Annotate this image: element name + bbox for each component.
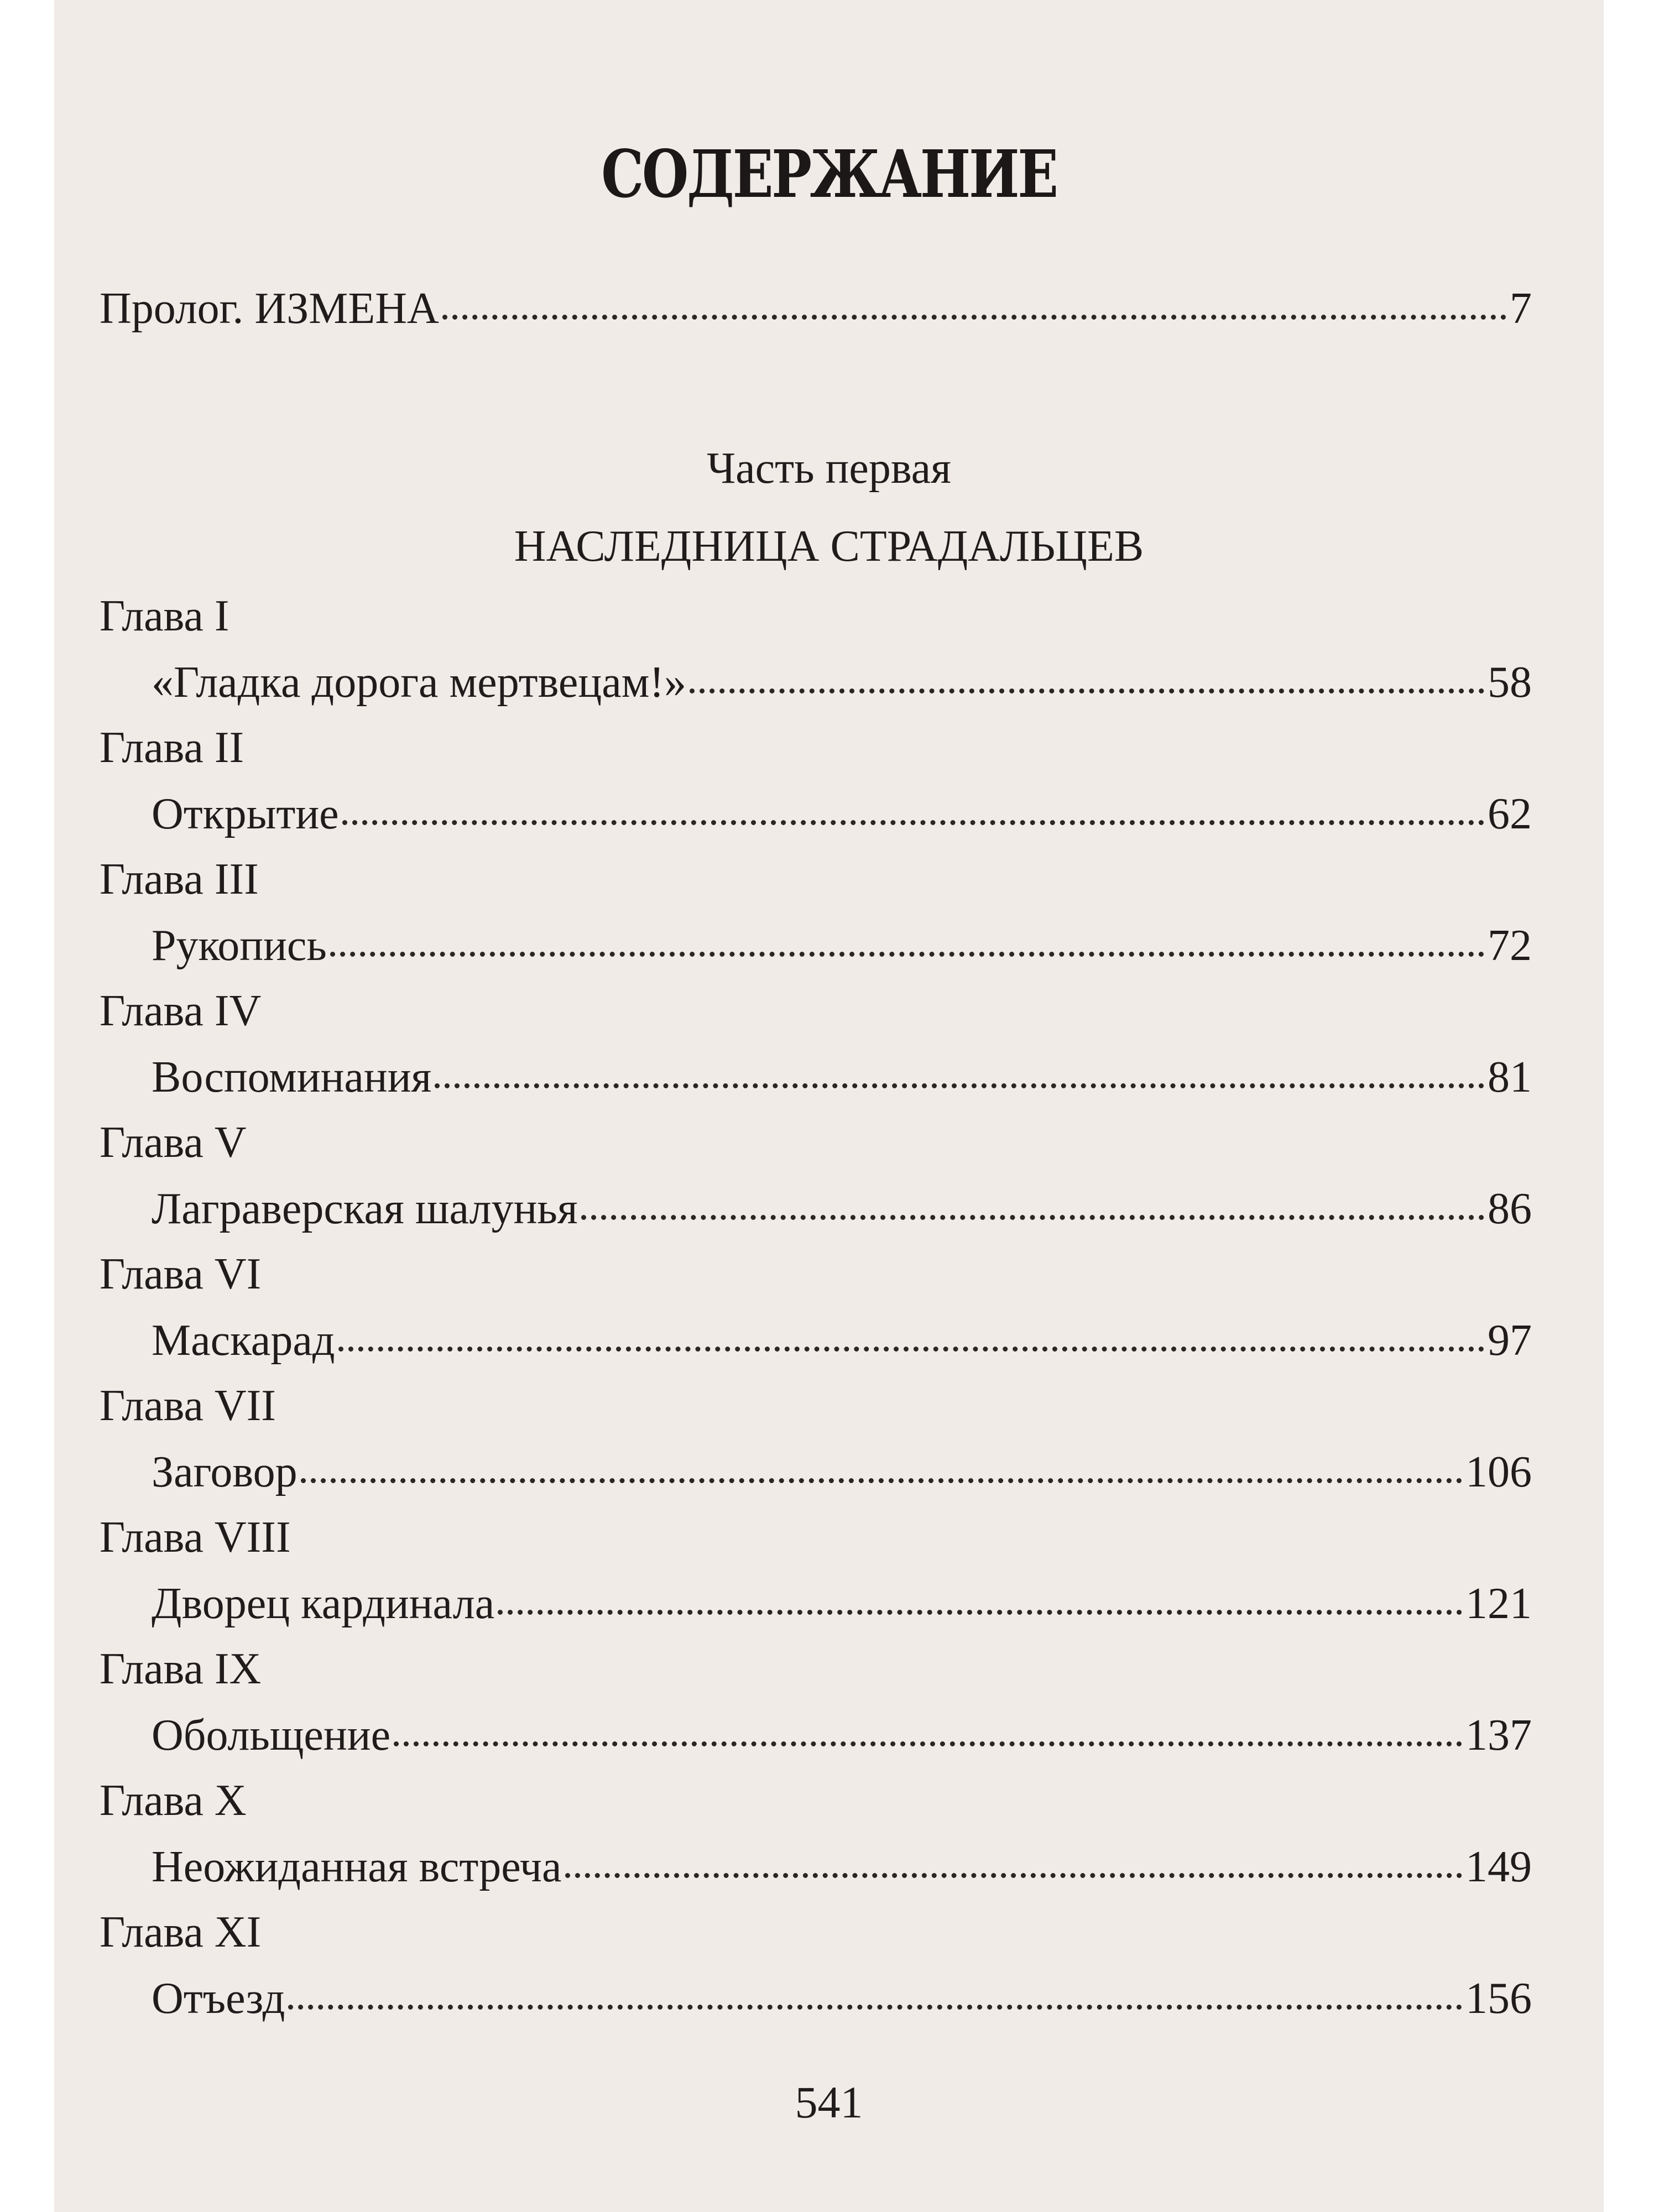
dot-leader (435, 1083, 1484, 1088)
chapter-heading: Глава III (100, 855, 259, 904)
toc-page-number: 121 (1465, 1579, 1532, 1628)
toc-page-number: 81 (1488, 1053, 1532, 1102)
toc-page-number: 86 (1488, 1185, 1532, 1233)
dot-leader (565, 1873, 1462, 1878)
toc-entry-label: Неожиданная встреча (152, 1843, 562, 1891)
toc-entry-label: Отъезд (152, 1974, 285, 2023)
toc-entry-label: Пролог. ИЗМЕНА (100, 284, 439, 333)
toc-page-number: 137 (1465, 1711, 1532, 1760)
dot-leader (394, 1741, 1462, 1746)
toc-page-number: 62 (1488, 790, 1532, 838)
chapter-heading: Глава VIII (100, 1513, 291, 1562)
toc-entry (152, 1839, 1532, 1895)
book-page (54, 0, 1604, 2212)
toc-entry (152, 918, 1532, 973)
dot-leader (301, 1478, 1462, 1483)
page-title: СОДЕРЖАНИЕ (601, 135, 1057, 212)
toc-page-number: 106 (1465, 1448, 1532, 1496)
toc-entry (152, 1576, 1532, 1631)
toc-page-number: 97 (1488, 1316, 1532, 1365)
dot-leader (288, 2005, 1462, 2010)
toc-entry-label: Воспоминания (152, 1053, 432, 1102)
toc-entry (152, 1708, 1532, 1763)
toc-entry (152, 1971, 1532, 2026)
toc-entry-label: Открытие (152, 790, 339, 838)
toc-entry (152, 655, 1532, 710)
toc-page-number: 156 (1465, 1974, 1532, 2023)
dot-leader (342, 820, 1484, 825)
dot-leader (442, 315, 1506, 320)
toc-entry (152, 1313, 1532, 1368)
toc-page-number: 72 (1488, 921, 1532, 970)
dot-leader (498, 1610, 1462, 1615)
toc-entry (152, 1050, 1532, 1105)
toc-entry-label: Дворец кардинала (152, 1579, 495, 1628)
chapter-heading: Глава II (100, 723, 244, 772)
toc-page-number: 149 (1465, 1843, 1532, 1891)
chapter-heading: Глава V (100, 1118, 247, 1167)
dot-leader (330, 952, 1484, 957)
page-number: 541 (795, 2077, 863, 2127)
dot-leader (690, 688, 1484, 693)
toc-entry-label: Рукопись (152, 921, 327, 970)
toc-entry (152, 1181, 1532, 1237)
chapter-heading: Глава XI (100, 1908, 262, 1957)
chapter-heading: Глава X (100, 1776, 247, 1825)
chapter-heading: Глава I (100, 592, 229, 640)
dot-leader (581, 1215, 1484, 1220)
dot-leader (338, 1347, 1484, 1352)
chapter-heading: Глава VII (100, 1381, 276, 1430)
toc-page-number: 58 (1488, 658, 1532, 707)
toc-page-number: 7 (1510, 284, 1532, 333)
toc-entry-label: Обольщение (152, 1711, 391, 1760)
part-title: НАСЛЕДНИЦА СТРАДАЛЬЦЕВ (514, 522, 1144, 571)
toc-entry (152, 1444, 1532, 1500)
toc-entry (152, 786, 1532, 842)
chapter-heading: Глава IX (100, 1645, 262, 1693)
part-label: Часть первая (707, 444, 951, 493)
toc-entry-label: Лагравeрская шалунья (152, 1185, 578, 1233)
toc-entry-label: «Гладка дорога мертвецам!» (152, 658, 686, 707)
toc-entry-label: Заговор (152, 1448, 298, 1496)
chapter-heading: Глава IV (100, 987, 262, 1035)
toc-entry-prologue (100, 281, 1532, 336)
toc-entry-label: Маскарад (152, 1316, 335, 1365)
chapter-heading: Глава VI (100, 1250, 262, 1298)
